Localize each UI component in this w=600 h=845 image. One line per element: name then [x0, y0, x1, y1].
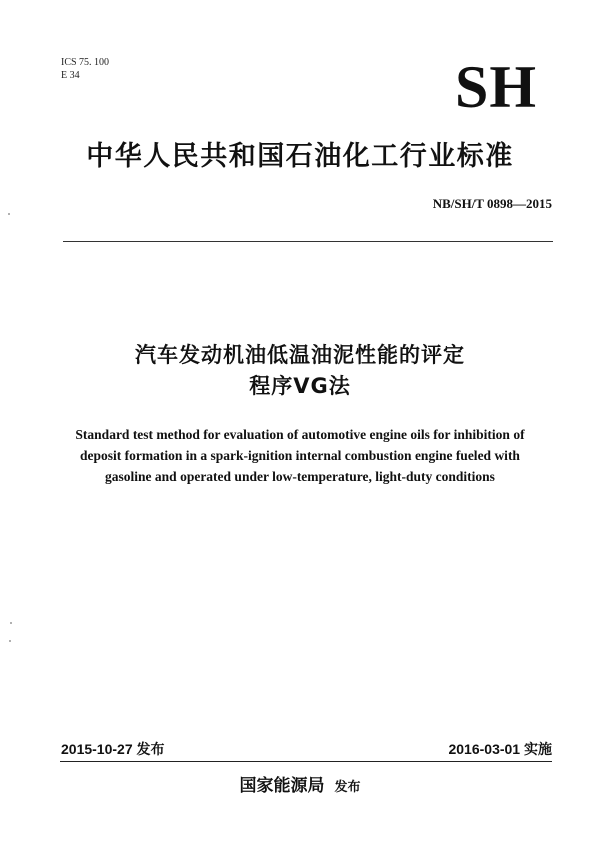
english-title: [40, 424, 560, 487]
ics-block: [61, 56, 109, 82]
scan-speck: [10, 622, 12, 624]
ics-code: ICS 75. 100: [61, 57, 110, 68]
english-title-line-1: Standard test method for evaluation of automotive engine oils for inhibition of: [75, 427, 525, 442]
effective-date: 2016-03-01 实施: [448, 741, 552, 757]
issuer-suffix: 发布: [334, 780, 361, 795]
classification-code: E 34: [61, 70, 80, 81]
english-title-line-3: gasoline and operated under low-temperature, light-duty conditions: [105, 469, 495, 484]
standard-category-title: 中华人民共和国石油化工行业标准: [86, 141, 514, 172]
sh-logo: SH: [455, 54, 538, 120]
chinese-title-line-1: 汽车发动机油低温油泥性能的评定: [135, 343, 465, 367]
issue-date: 2015-10-27 发布: [61, 741, 165, 757]
chinese-title-line-2: 程序ⅤG法: [249, 374, 351, 398]
footer-divider: [60, 761, 552, 762]
english-title-line-2: deposit formation in a spark-ignition internal combustion engine fueled with: [80, 448, 520, 463]
scan-speck: [8, 213, 10, 215]
header-divider: [63, 241, 553, 242]
scan-speck: [9, 640, 11, 642]
chinese-title: [0, 340, 600, 402]
issuer-line: [0, 775, 600, 799]
issuer-name: 国家能源局: [239, 776, 325, 796]
standard-code: NB/SH/T 0898—2015: [432, 196, 552, 211]
